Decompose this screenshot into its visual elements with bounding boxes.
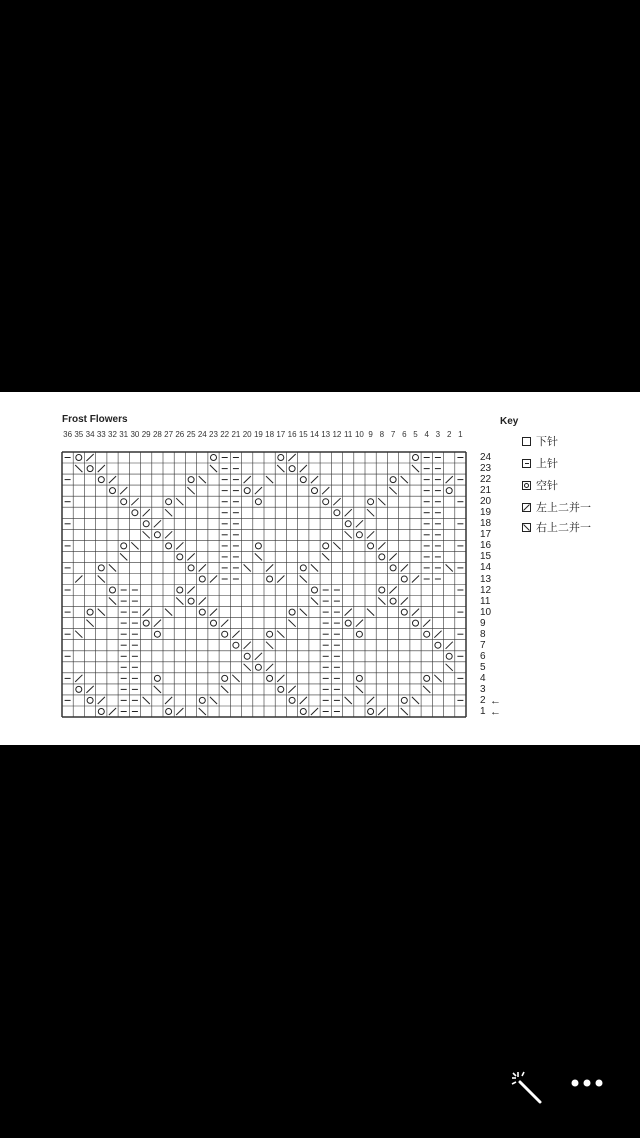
knit-symbol-icon: [522, 437, 531, 446]
yarn-over-stitch: [177, 587, 183, 593]
key-item-yo: 空针: [522, 478, 558, 492]
column-number: 29: [141, 430, 151, 439]
ssk-stitch: [75, 631, 82, 638]
yarn-over-stitch: [199, 609, 205, 615]
k2tog-stitch: [300, 697, 307, 704]
ssk-stitch: [266, 642, 273, 649]
row-number: 12: [480, 584, 492, 596]
row-direction-arrow: ←: [490, 706, 501, 718]
k2tog-stitch: [86, 454, 93, 461]
k2tog-stitch: [255, 653, 262, 660]
row-number: 4: [480, 672, 486, 684]
k2tog-stitch: [86, 686, 93, 693]
yarn-over-stitch: [98, 709, 104, 715]
k2tog-stitch: [176, 708, 183, 715]
ssk-stitch: [86, 620, 93, 627]
k2tog-stitch: [311, 476, 318, 483]
yarn-over-stitch: [188, 477, 194, 483]
ssk-stitch: [165, 509, 172, 516]
column-number: 23: [209, 430, 218, 439]
column-number: 21: [231, 430, 241, 439]
yarn-over-stitch: [76, 455, 82, 461]
yarn-over-stitch: [368, 709, 374, 715]
ssk-stitch: [255, 553, 262, 560]
yarn-over-stitch: [87, 609, 93, 615]
row-number: 22: [480, 474, 492, 486]
k2tog-stitch: [109, 708, 116, 715]
k2tog-stitch: [232, 631, 239, 638]
column-number: 7: [390, 430, 396, 439]
yarn-over-stitch: [121, 499, 127, 505]
k2tog-stitch: [120, 487, 127, 494]
k2tog-stitch: [333, 498, 340, 505]
k2tog-stitch: [288, 454, 295, 461]
ssk-stitch: [345, 697, 352, 704]
column-number: 28: [152, 430, 162, 439]
k2tog-stitch: [423, 620, 430, 627]
yarn-over-stitch: [222, 631, 228, 637]
yarn-over-stitch: [76, 686, 82, 692]
yarn-over-stitch: [255, 499, 261, 505]
ssk-stitch: [311, 564, 318, 571]
yarn-over-stitch: [255, 664, 261, 670]
row-number: 9: [480, 617, 486, 629]
k2tog-stitch: [131, 498, 138, 505]
column-number: 27: [164, 430, 174, 439]
k2tog-stitch: [143, 609, 150, 616]
k2tog-stitch: [288, 686, 295, 693]
k2tog-stitch: [378, 542, 385, 549]
column-number: 18: [265, 430, 275, 439]
row-direction-arrow: ←: [490, 694, 501, 707]
yarn-over-stitch: [379, 554, 385, 560]
ssk-stitch: [109, 564, 116, 571]
k2tog-stitch: [187, 553, 194, 560]
k2tog-stitch: [210, 576, 217, 583]
yarn-over-stitch: [166, 543, 172, 549]
column-number: 10: [354, 430, 364, 439]
column-number: 22: [220, 430, 230, 439]
yarn-over-stitch: [154, 532, 160, 538]
yarn-over-stitch: [233, 642, 239, 648]
row-number: 15: [480, 551, 492, 563]
purl-symbol-icon: [522, 459, 531, 468]
k2tog-stitch: [311, 708, 318, 715]
yarn-over-stitch: [289, 697, 295, 703]
ssk-stitch: [277, 465, 284, 472]
k2tog-stitch: [109, 476, 116, 483]
k2tog-stitch: [154, 620, 161, 627]
ssk-stitch: [221, 686, 228, 693]
yarn-over-stitch: [87, 697, 93, 703]
k2tog-stitch: [356, 520, 363, 527]
yarn-over-stitch: [424, 675, 430, 681]
yarn-over-stitch: [87, 466, 93, 472]
yarn-over-stitch: [132, 510, 138, 516]
bottom-toolbar: [0, 1060, 640, 1110]
ssk-stitch: [232, 675, 239, 682]
yarn-over-stitch: [379, 587, 385, 593]
row-number: 24: [480, 452, 492, 463]
k2tog-stitch: [255, 487, 262, 494]
yarn-over-stitch: [211, 620, 217, 626]
row-number: 19: [480, 507, 492, 519]
k2tog-stitch: [98, 465, 105, 472]
ssk-stitch: [311, 598, 318, 605]
ssk-stitch: [412, 697, 419, 704]
column-number: 15: [298, 430, 308, 439]
column-number: 3: [435, 430, 441, 439]
k2tog-stitch: [412, 576, 419, 583]
column-number: 4: [424, 430, 429, 439]
column-number: 13: [321, 430, 331, 439]
ssk-stitch: [266, 476, 273, 483]
yarn-over-stitch: [312, 488, 318, 494]
yarn-over-stitch: [390, 565, 396, 571]
ssk-stitch: [75, 465, 82, 472]
yarn-over-stitch: [177, 554, 183, 560]
ssk-stitch: [401, 708, 408, 715]
k2tog-stitch: [199, 564, 206, 571]
column-number: 12: [332, 430, 342, 439]
yarn-over-stitch: [300, 709, 306, 715]
k2tog-stitch: [389, 587, 396, 594]
yarn-over-stitch: [166, 709, 172, 715]
ssk-stitch: [98, 609, 105, 616]
column-number: 31: [119, 430, 129, 439]
column-number: 25: [186, 430, 196, 439]
yarn-over-stitch: [222, 675, 228, 681]
ssk-stitch: [300, 609, 307, 616]
k2tog-stitch: [143, 509, 150, 516]
k2tog-stitch: [176, 542, 183, 549]
yarn-over-stitch: [334, 510, 340, 516]
k2tog-stitch: [266, 564, 273, 571]
k2tog-stitch: [277, 675, 284, 682]
row-number: 17: [480, 529, 492, 541]
row-number: 3: [480, 683, 486, 695]
column-number: 24: [197, 430, 207, 439]
key-title: Key: [500, 416, 519, 427]
ssk-stitch: [378, 498, 385, 505]
yarn-over-stitch: [154, 675, 160, 681]
column-number: 17: [276, 430, 286, 439]
ssk-stitch: [176, 598, 183, 605]
key-item-purl: 上针: [522, 456, 558, 470]
k2tog-stitch: [412, 609, 419, 616]
yarn-over-stitch: [312, 587, 318, 593]
ssk-stitch: [345, 531, 352, 538]
k2tog-stitch: [322, 487, 329, 494]
row-number: 10: [480, 606, 492, 618]
yarn-over-stitch: [267, 631, 273, 637]
yarn-over-stitch: [435, 642, 441, 648]
k2tog-stitch: [389, 553, 396, 560]
k2tog-stitch: [210, 609, 217, 616]
k2tog-stitch: [300, 465, 307, 472]
key-item-k2tog: 左上二并一: [522, 500, 591, 514]
k2tog-stitch: [378, 708, 385, 715]
yarn-over-stitch: [121, 543, 127, 549]
yarn-over-stitch: [267, 576, 273, 582]
column-number: 30: [130, 430, 140, 439]
column-number: 14: [310, 430, 319, 439]
ssk-stitch: [423, 686, 430, 693]
ssk-stitch: [154, 686, 161, 693]
key-item-knit: 下针: [522, 434, 558, 448]
yarn-over-stitch: [401, 697, 407, 703]
yarn-over-stitch: [356, 675, 362, 681]
yarn-over-stitch: [289, 609, 295, 615]
yarn-over-stitch: [446, 488, 452, 494]
column-number: 33: [96, 430, 106, 439]
ssk-stitch: [199, 476, 206, 483]
yarn-over-stitch: [244, 488, 250, 494]
ssk-stitch: [131, 542, 138, 549]
column-number: 20: [242, 430, 252, 439]
k2tog-symbol-icon: [522, 503, 531, 512]
ssk-stitch: [98, 576, 105, 583]
yarn-over-stitch: [143, 620, 149, 626]
ssk-stitch: [109, 598, 116, 605]
column-number: 1: [458, 430, 463, 439]
row-number: 1: [480, 706, 486, 717]
ssk-stitch: [446, 664, 453, 671]
yarn-over-stitch: [211, 455, 217, 461]
row-number: 2: [480, 694, 486, 706]
yarn-over-stitch: [368, 499, 374, 505]
yarn-over-stitch: [300, 477, 306, 483]
more-options-icon[interactable]: [570, 1078, 606, 1088]
yarn-over-stitch: [289, 466, 295, 472]
yarn-over-stitch: [401, 576, 407, 582]
k2tog-stitch: [266, 664, 273, 671]
yarn-over-stitch: [278, 686, 284, 692]
ssk-stitch: [120, 553, 127, 560]
yarn-over-stitch: [368, 543, 374, 549]
column-number: 36: [63, 430, 73, 439]
key-item-ssk: 右上二并一: [522, 520, 591, 534]
yarn-over-stitch: [323, 543, 329, 549]
ssk-stitch: [210, 465, 217, 472]
row-number: 21: [480, 485, 492, 497]
yarn-over-stitch: [98, 565, 104, 571]
yarn-over-stitch: [345, 521, 351, 527]
ssk-stitch: [277, 631, 284, 638]
k2tog-stitch: [75, 576, 82, 583]
k2tog-stitch: [244, 476, 251, 483]
ssk-stitch: [210, 697, 217, 704]
k2tog-stitch: [446, 642, 453, 649]
yarn-over-stitch: [300, 565, 306, 571]
yarn-over-stitch: [154, 631, 160, 637]
yarn-over-stitch: [143, 521, 149, 527]
k2tog-stitch: [199, 598, 206, 605]
k2tog-stitch: [345, 509, 352, 516]
k2tog-stitch: [277, 576, 284, 583]
yarn-over-stitch: [199, 697, 205, 703]
column-number: 5: [413, 430, 418, 439]
ssk-stitch: [401, 476, 408, 483]
ssk-stitch: [367, 509, 374, 516]
chart-panel: [0, 392, 640, 745]
yarn-over-stitch: [323, 499, 329, 505]
yarn-over-stitch: [390, 477, 396, 483]
k2tog-stitch: [221, 620, 228, 627]
column-number: 11: [344, 430, 353, 439]
k2tog-stitch: [446, 476, 453, 483]
k2tog-stitch: [356, 620, 363, 627]
yarn-over-stitch: [446, 653, 452, 659]
yarn-over-stitch: [110, 587, 116, 593]
yarn-over-stitch: [267, 675, 273, 681]
k2tog-stitch: [345, 609, 352, 616]
k2tog-stitch: [154, 520, 161, 527]
ssk-stitch: [244, 664, 251, 671]
ssk-stitch: [446, 564, 453, 571]
ssk-stitch: [367, 609, 374, 616]
ssk-stitch: [187, 487, 194, 494]
yarn-over-stitch: [356, 532, 362, 538]
yarn-over-stitch: [278, 455, 284, 461]
ssk-stitch: [244, 564, 251, 571]
ssk-symbol-icon: [522, 523, 531, 532]
ssk-stitch: [199, 708, 206, 715]
yarn-over-stitch: [188, 565, 194, 571]
yarn-over-stitch: [244, 653, 250, 659]
yarn-over-stitch: [188, 598, 194, 604]
row-number: 20: [480, 496, 492, 508]
yarn-over-stitch: [110, 488, 116, 494]
column-number: 8: [379, 430, 385, 439]
row-number: 8: [480, 628, 486, 640]
k2tog-stitch: [367, 531, 374, 538]
k2tog-stitch: [401, 598, 408, 605]
magic-wand-icon[interactable]: [508, 1068, 548, 1108]
chart-title: Frost Flowers: [62, 414, 128, 425]
k2tog-stitch: [98, 697, 105, 704]
row-number: 23: [480, 463, 492, 474]
column-number: 34: [85, 430, 95, 439]
yarn-over-stitch: [424, 631, 430, 637]
row-number: 18: [480, 518, 492, 530]
row-number: 16: [480, 540, 492, 552]
row-number: 6: [480, 650, 486, 662]
ssk-stitch: [434, 675, 441, 682]
ssk-stitch: [378, 598, 385, 605]
row-number: 13: [480, 573, 492, 585]
column-number: 16: [287, 430, 297, 439]
yarn-over-symbol-icon: [522, 481, 531, 490]
yarn-over-stitch: [401, 609, 407, 615]
k2tog-stitch: [165, 531, 172, 538]
k2tog-stitch: [401, 564, 408, 571]
k2tog-stitch: [434, 631, 441, 638]
k2tog-stitch: [367, 697, 374, 704]
column-number: 32: [108, 430, 117, 439]
k2tog-stitch: [165, 697, 172, 704]
column-number: 35: [74, 430, 84, 439]
ssk-stitch: [322, 553, 329, 560]
column-number: 9: [368, 430, 373, 439]
yarn-over-stitch: [166, 499, 172, 505]
row-number: 11: [480, 595, 491, 607]
ssk-stitch: [412, 465, 419, 472]
row-number: 14: [480, 562, 492, 574]
row-number: 5: [480, 661, 486, 673]
column-number: 2: [446, 430, 452, 439]
ssk-stitch: [389, 487, 396, 494]
yarn-over-stitch: [356, 631, 362, 637]
ssk-stitch: [333, 542, 340, 549]
column-number: 19: [253, 430, 263, 439]
yarn-over-stitch: [199, 576, 205, 582]
ssk-stitch: [143, 531, 150, 538]
ssk-stitch: [356, 686, 363, 693]
yarn-over-stitch: [255, 543, 261, 549]
yarn-over-stitch: [413, 620, 419, 626]
k2tog-stitch: [75, 675, 82, 682]
yarn-over-stitch: [98, 477, 104, 483]
k2tog-stitch: [244, 642, 251, 649]
k2tog-stitch: [187, 587, 194, 594]
column-number: 26: [175, 430, 185, 439]
column-number: 6: [402, 430, 407, 439]
yarn-over-stitch: [345, 620, 351, 626]
yarn-over-stitch: [413, 455, 419, 461]
row-number: 7: [480, 639, 486, 651]
yarn-over-stitch: [390, 598, 396, 604]
ssk-stitch: [300, 576, 307, 583]
ssk-stitch: [176, 498, 183, 505]
ssk-stitch: [288, 620, 295, 627]
ssk-stitch: [165, 609, 172, 616]
ssk-stitch: [143, 697, 150, 704]
